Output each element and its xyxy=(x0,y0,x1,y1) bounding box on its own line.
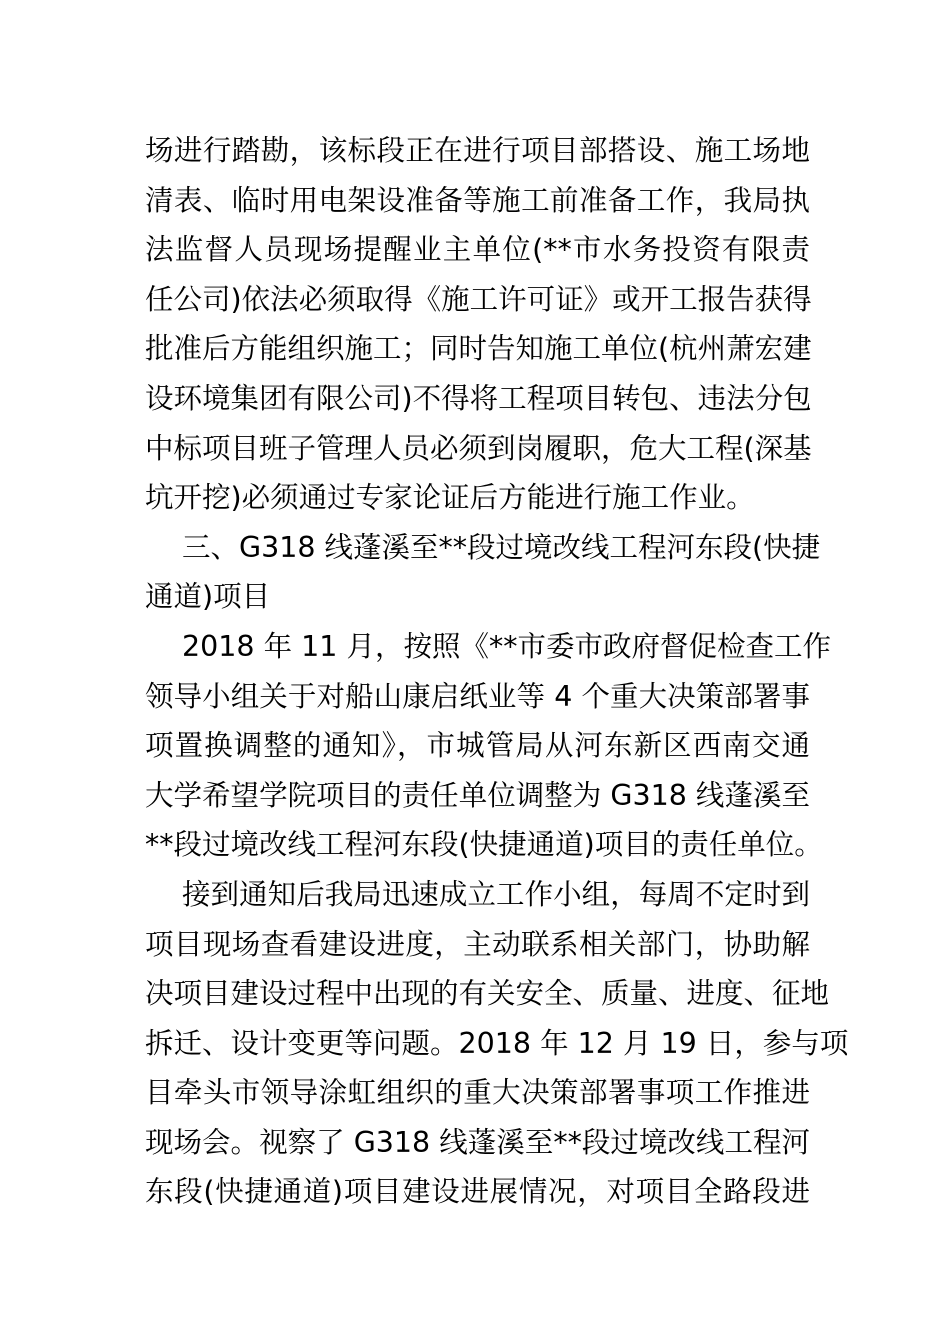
text-line: 场进行踏勘，该标段正在进行项目部搭设、施工场地 xyxy=(145,134,810,167)
text-line: 拆迁、设计变更等问题。2018 年 12 月 19 日，参与项 xyxy=(145,1026,849,1060)
text-line: 目牵头市领导涂虹组织的重大决策部署事项工作推进 xyxy=(145,1076,810,1110)
text-line: 2018 年 11 月，按照《**市委市政府督促检查工作 xyxy=(182,629,831,663)
text-line: 项目现场查看建设进度，主动联系相关部门，协助解 xyxy=(145,927,810,961)
text-line: 接到通知后我局迅速成立工作小组，每周不定时到 xyxy=(182,877,810,911)
text-line: 三、G318 线蓬溪至**段过境改线工程河东段(快捷 xyxy=(182,530,821,564)
text-line: 项置换调整的通知》，市城管局从河东新区西南交通 xyxy=(145,729,810,763)
text-line: 设环境集团有限公司)不得将工程项目转包、违法分包 xyxy=(145,381,812,415)
text-line: 东段(快捷通道)项目建设进展情况，对项目全路段进 xyxy=(145,1175,810,1209)
text-line: 决项目建设过程中出现的有关安全、质量、进度、征地 xyxy=(145,977,830,1011)
text-line: 领导小组关于对船山康启纸业等 4 个重大决策部署事 xyxy=(145,679,810,713)
text-line: 现场会。视察了 G318 线蓬溪至**段过境改线工程河 xyxy=(145,1125,810,1159)
text-line: 法监督人员现场提醒业主单位(**市水务投资有限责 xyxy=(145,233,810,267)
text-line: 任公司)依法必须取得《施工许可证》或开工报告获得 xyxy=(145,282,812,316)
text-line: 大学希望学院项目的责任单位调整为 G318 线蓬溪至 xyxy=(145,778,810,812)
body-text xyxy=(145,126,849,1217)
text-line: **段过境改线工程河东段(快捷通道)项目的责任单位。 xyxy=(145,828,823,862)
text-line: 坑开挖)必须通过专家论证后方能进行施工作业。 xyxy=(145,481,755,515)
text-line: 通道)项目 xyxy=(145,580,271,614)
text-line: 批准后方能组织施工；同时告知施工单位(杭州萧宏建 xyxy=(145,332,812,366)
text-line: 清表、临时用电架设准备等施工前准备工作，我局执 xyxy=(145,183,810,217)
text-line: 中标项目班子管理人员必须到岗履职，危大工程(深基 xyxy=(145,431,812,465)
